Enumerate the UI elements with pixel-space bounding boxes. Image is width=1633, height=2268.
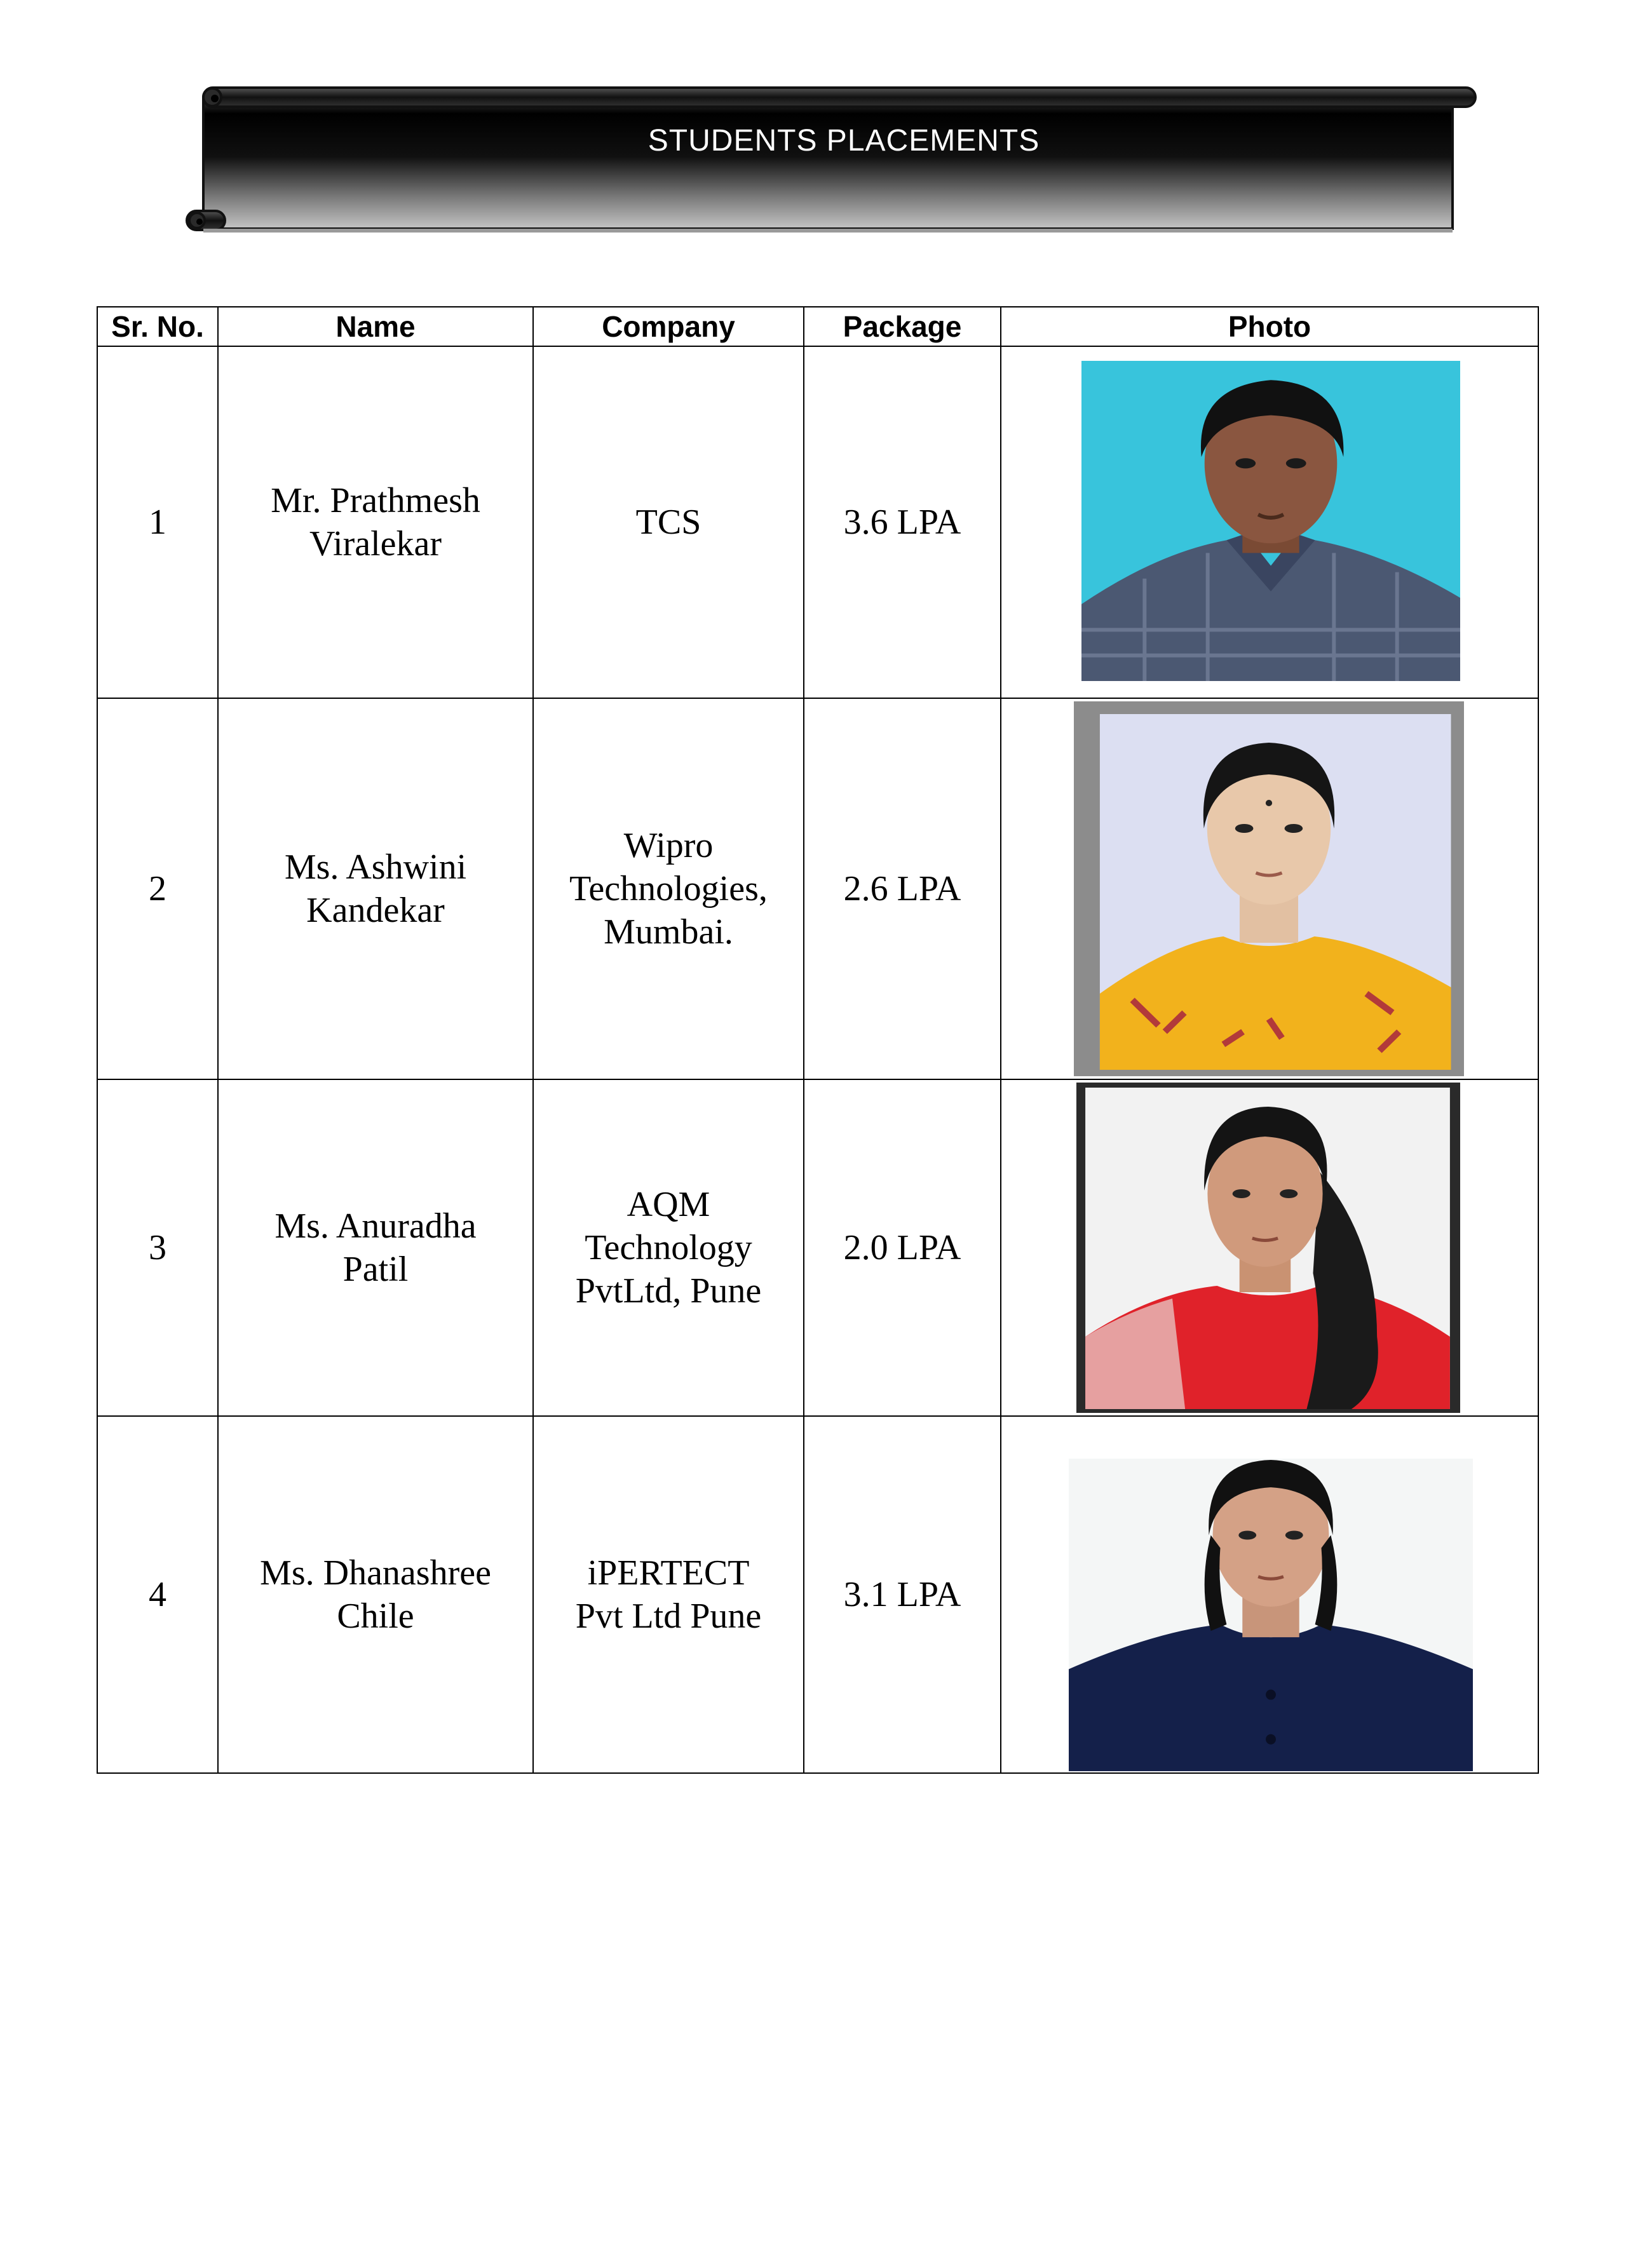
package-cell (804, 1416, 1001, 1773)
package-cell (804, 698, 1001, 1079)
company-cell (533, 698, 804, 1079)
name-cell (218, 1079, 533, 1416)
student-name: Ms. Anuradha Patil (274, 1206, 477, 1289)
photo-cell (1001, 1079, 1538, 1416)
table-header-row (97, 307, 1538, 346)
header-sr-no: Sr. No. (97, 307, 218, 346)
student-photo (1074, 701, 1464, 1076)
title-banner (183, 84, 1473, 234)
student-name: Mr. Prathmesh Viralekar (271, 481, 480, 564)
package-cell (804, 346, 1001, 698)
package-value: 2.0 LPA (843, 1228, 961, 1267)
photo-cell (1001, 698, 1538, 1079)
name-cell (218, 698, 533, 1079)
sr-no-cell (97, 1079, 218, 1416)
sr-no-value: 3 (149, 1228, 166, 1267)
student-name: Ms. Dhanashree Chile (260, 1553, 491, 1636)
sr-no-value: 2 (149, 869, 166, 908)
student-photo (1069, 1459, 1473, 1771)
package-value: 2.6 LPA (843, 869, 961, 908)
name-cell (218, 346, 533, 698)
student-name: Ms. Ashwini Kandekar (284, 847, 467, 930)
table-row (97, 346, 1538, 698)
photo-cell (1001, 346, 1538, 698)
company-cell (533, 346, 804, 698)
package-value: 3.1 LPA (843, 1575, 961, 1614)
package-cell (804, 1079, 1001, 1416)
photo-cell (1001, 1416, 1538, 1773)
company-name: iPERTECT Pvt Ltd Pune (575, 1553, 762, 1636)
header-name: Name (218, 307, 533, 346)
scroll-banner-shape (183, 84, 1473, 234)
package-value: 3.6 LPA (843, 503, 961, 542)
table-row (97, 1416, 1538, 1773)
company-name: Wipro Technologies, Mumbai. (569, 826, 768, 952)
sr-no-cell (97, 346, 218, 698)
name-cell (218, 1416, 533, 1773)
sr-no-value: 4 (149, 1575, 166, 1614)
company-cell (533, 1416, 804, 1773)
student-photo (1081, 361, 1460, 681)
company-cell (533, 1079, 804, 1416)
sr-no-cell (97, 698, 218, 1079)
company-name: AQM Technology PvtLtd, Pune (575, 1185, 762, 1311)
table-row (97, 1079, 1538, 1416)
page-title: STUDENTS PLACEMENTS (647, 124, 1040, 158)
sr-no-cell (97, 1416, 218, 1773)
placements-table (97, 306, 1539, 1774)
header-company: Company (533, 307, 804, 346)
student-photo (1076, 1083, 1460, 1413)
header-package: Package (804, 307, 1001, 346)
sr-no-value: 1 (149, 503, 166, 542)
header-photo: Photo (1001, 307, 1538, 346)
company-name: TCS (635, 503, 701, 542)
table-row (97, 698, 1538, 1079)
